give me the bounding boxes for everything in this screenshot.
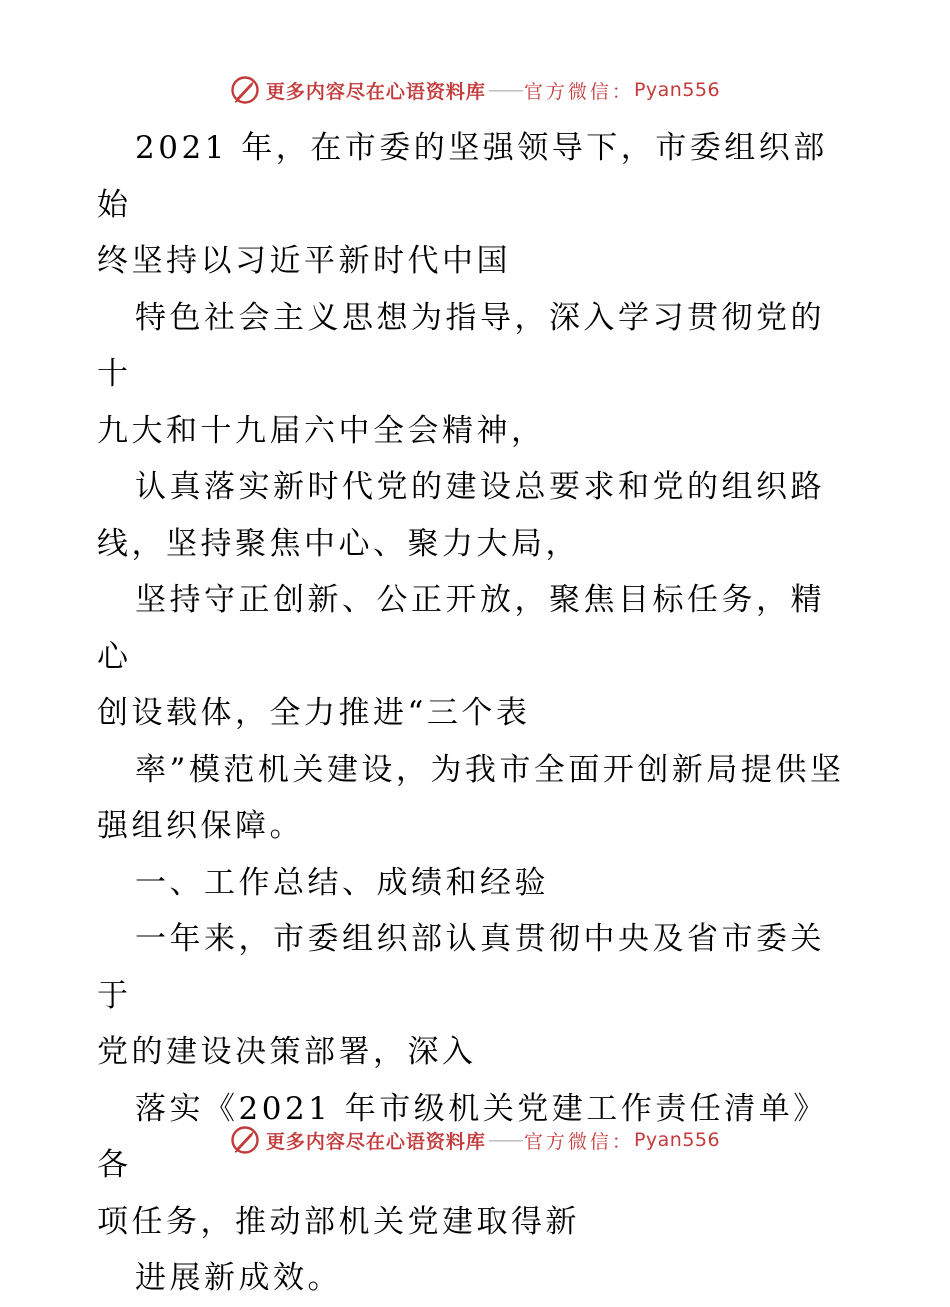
header-watermark [0,70,950,110]
paragraph-line: 落实《2021 年市级机关党建工作责任清单》各 [97,1090,828,1183]
paragraph-line: 强组织保障。 [97,808,304,844]
quill-pen-logo-icon [230,75,260,105]
paragraph [97,742,857,855]
paragraph [97,459,857,572]
paragraph-line: 九大和十九届六中全会精神， [97,412,546,449]
paragraph-line: 坚持守正创新、公正开放，聚焦目标任务，精心 [97,582,825,675]
paragraph [97,1250,857,1307]
paragraph-line: 项任务，推动部机关党建取得新 [97,1203,580,1240]
paragraph-line: 终坚持以习近平新时代中国 [97,243,511,279]
watermark-separator: —— [487,1129,522,1151]
watermark-site-text: 更多内容尽在心语资料库 [265,1130,486,1153]
quill-pen-logo-icon [230,1125,260,1155]
paragraph [97,1081,857,1251]
section-heading-text: 一、工作总结、成绩和经验 [135,864,549,901]
paragraph [97,911,857,1081]
paragraph-line: 党的建设决策部署，深入 [97,1034,477,1070]
section-heading [97,855,857,912]
watermark-label: 官方微信： [523,1130,634,1153]
paragraph-line: 进展新成效。 [135,1260,342,1296]
paragraph-line: 线，坚持聚焦中心、聚力大局， [97,525,580,562]
paragraph-line: 特色社会主义思想为指导，深入学习贯彻党的十 [97,299,825,392]
watermark-wechat-id: Pyan556 [633,79,721,101]
watermark-separator: —— [487,79,522,101]
footer-watermark [0,1120,950,1160]
watermark-wechat-id: Pyan556 [633,1129,721,1151]
paragraph [97,120,857,290]
paragraph-line: 2021 年，在市委的坚强领导下，市委组织部始 [97,130,828,223]
paragraph-line: 认真落实新时代党的建设总要求和党的组织路 [135,469,825,505]
paragraph-line: 一年来，市委组织部认真贯彻中央及省市委关于 [97,921,825,1014]
paragraph-line: 率”模范机关建设，为我市全面开创新局提供坚 [135,751,845,788]
watermark-label: 官方微信： [523,80,634,103]
watermark-site-text: 更多内容尽在心语资料库 [265,80,486,103]
paragraph [97,572,857,742]
paragraph-line: 创设载体，全力推进“三个表 [97,695,531,731]
paragraph [97,290,857,460]
